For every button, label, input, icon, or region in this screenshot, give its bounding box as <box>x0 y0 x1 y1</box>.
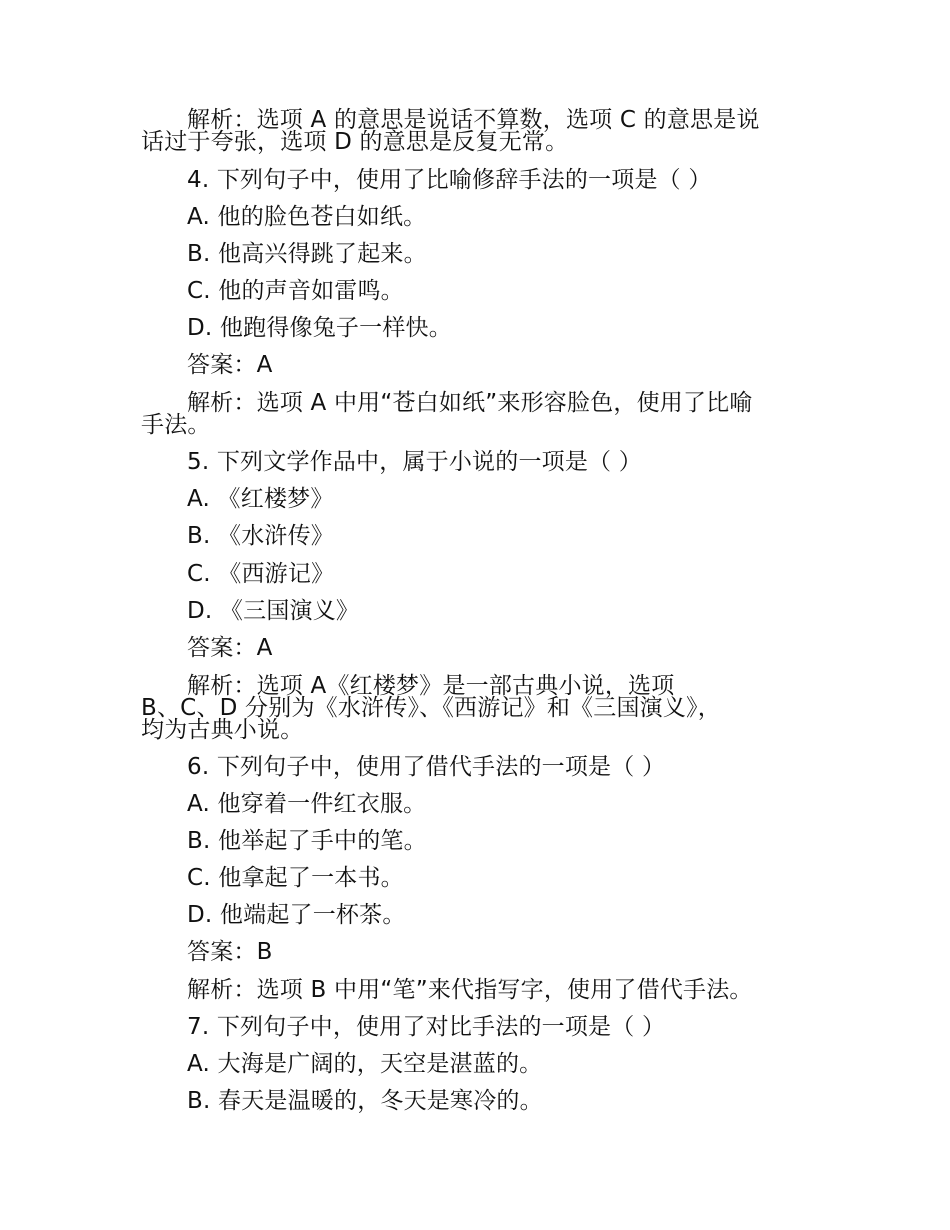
q6-option-b: B. 他举起了手中的笔。 <box>187 828 427 854</box>
q5-answer: 答案：A <box>187 635 273 661</box>
q4-analysis-line-1: 解析：选项 A 中用“苍白如纸”来形容脸色，使用了比喻 <box>187 390 753 416</box>
q4-question: 4. 下列句子中，使用了比喻修辞手法的一项是（ ） <box>187 167 712 193</box>
q7-option-a: A. 大海是广阔的，天空是湛蓝的。 <box>187 1051 543 1077</box>
q6-question: 6. 下列句子中，使用了借代手法的一项是（ ） <box>187 754 666 780</box>
q6-answer: 答案：B <box>187 939 273 965</box>
q6-analysis-line-1: 解析：选项 B 中用“笔”来代指写字，使用了借代手法。 <box>187 977 753 1003</box>
q6-option-d: D. 他端起了一杯茶。 <box>187 902 406 928</box>
q4-answer: 答案：A <box>187 352 273 378</box>
q3-analysis-line-1: 解析：选项 A 的意思是说话不算数，选项 C 的意思是说 <box>187 107 760 133</box>
q5-option-b: B. 《水浒传》 <box>187 523 335 549</box>
q3-analysis-line-2: 话过于夸张，选项 D 的意思是反复无常。 <box>141 129 569 155</box>
q5-option-c: C. 《西游记》 <box>187 561 335 587</box>
q5-question: 5. 下列文学作品中，属于小说的一项是（ ） <box>187 449 642 475</box>
q7-option-b: B. 春天是温暖的，冬天是寒冷的。 <box>187 1088 543 1114</box>
q5-analysis-line-3: 均为古典小说。 <box>141 717 304 743</box>
q4-option-b: B. 他高兴得跳了起来。 <box>187 241 427 267</box>
q4-analysis-line-2: 手法。 <box>141 412 211 438</box>
q5-analysis-line-2: B、C、D 分别为《水浒传》、《西游记》和《三国演义》， <box>141 695 721 721</box>
q5-option-a: A. 《红楼梦》 <box>187 486 334 512</box>
q4-option-d: D. 他跑得像兔子一样快。 <box>187 315 452 341</box>
q6-option-a: A. 他穿着一件红衣服。 <box>187 791 427 817</box>
q4-option-c: C. 他的声音如雷鸣。 <box>187 278 404 304</box>
q4-option-a: A. 他的脸色苍白如纸。 <box>187 204 427 230</box>
q5-option-d: D. 《三国演义》 <box>187 598 360 624</box>
q6-option-c: C. 他拿起了一本书。 <box>187 865 404 891</box>
q5-analysis-line-1: 解析：选项 A《红楼梦》是一部古典小说，选项 <box>187 673 675 699</box>
q7-question: 7. 下列句子中，使用了对比手法的一项是（ ） <box>187 1014 666 1040</box>
